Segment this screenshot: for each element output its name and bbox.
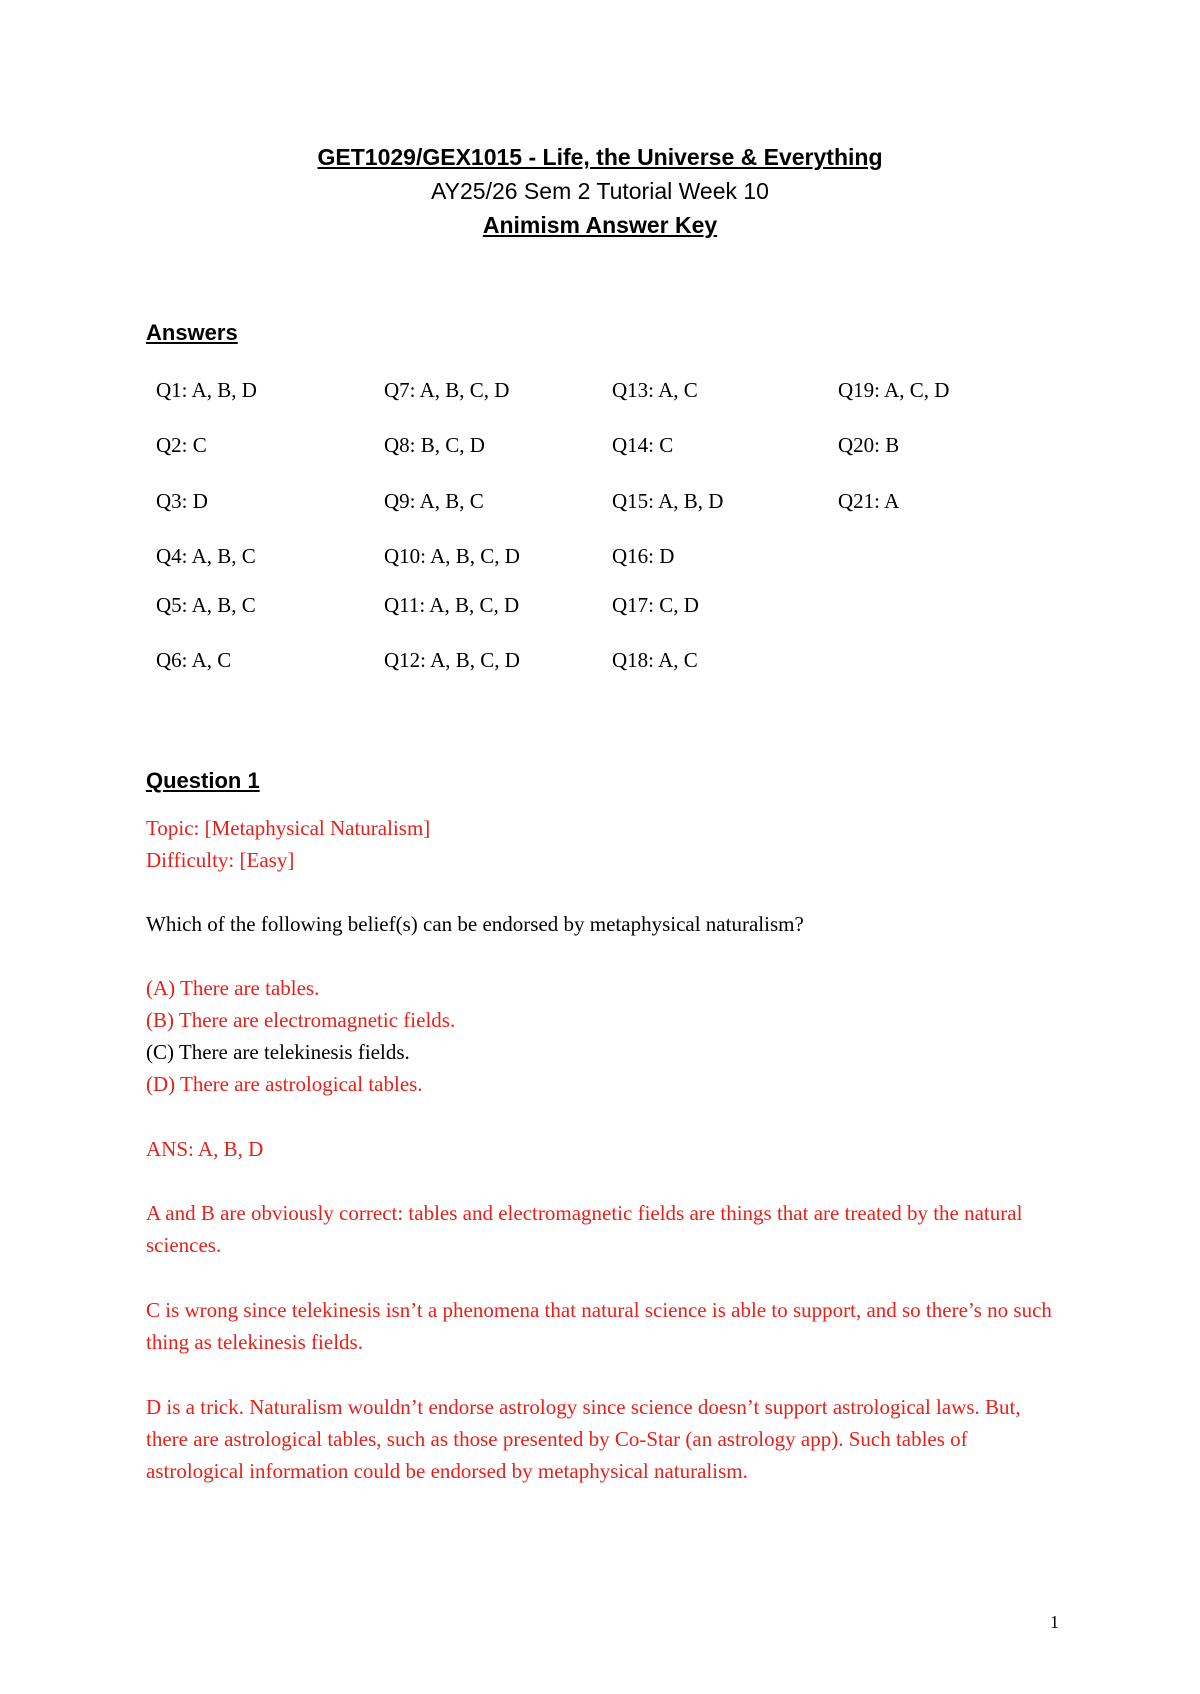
answer-item: Q20: B xyxy=(838,433,900,457)
answer-item: Q8: B, C, D xyxy=(384,433,485,457)
answer-item: Q16: D xyxy=(612,544,675,568)
answer-item: Q6: A, C xyxy=(156,648,232,672)
question-difficulty: Difficulty: [Easy] xyxy=(146,848,295,872)
answer-item: Q11: A, B, C, D xyxy=(384,593,520,617)
answer-item: Q7: A, B, C, D xyxy=(384,378,510,402)
answer-item: Q10: A, B, C, D xyxy=(384,544,520,568)
answers-heading: Answers xyxy=(146,320,238,345)
answer-item: Q13: A, C xyxy=(612,378,698,402)
question-1-heading: Question 1 xyxy=(146,768,260,793)
answer-item: Q4: A, B, C xyxy=(156,544,256,568)
answer-item: Q19: A, C, D xyxy=(838,378,950,402)
answer-item: Q2: C xyxy=(156,433,207,457)
option-a: (A) There are tables. xyxy=(146,976,320,1000)
answer-line: ANS: A, B, D xyxy=(146,1137,264,1161)
question-prompt: Which of the following belief(s) can be endorsed by metaphysical naturalism? xyxy=(146,912,804,936)
answer-item: Q21: A xyxy=(838,489,900,513)
answer-item: Q14: C xyxy=(612,433,674,457)
option-d: (D) There are astrological tables. xyxy=(146,1072,423,1096)
explanation-d: D is a trick. Naturalism wouldn’t endorse astrology since science doesn’t support astrological laws. But, there are astrological tables, such as those presented by Co-Star (an astrology app). Such tables of astrological information could be endorsed by metaphysical naturalism. xyxy=(146,1395,1021,1483)
answer-item: Q15: A, B, D xyxy=(612,489,724,513)
answer-item: Q12: A, B, C, D xyxy=(384,648,520,672)
answer-item: Q5: A, B, C xyxy=(156,593,256,617)
answer-item: Q18: A, C xyxy=(612,648,698,672)
document-title: GET1029/GEX1015 - Life, the Universe & Everything xyxy=(317,144,883,170)
question-topic: Topic: [Metaphysical Naturalism] xyxy=(146,816,431,840)
explanation-ab: A and B are obviously correct: tables and electromagnetic fields are things that are treated by the natural sciences. xyxy=(146,1201,1023,1257)
explanation-c: C is wrong since telekinesis isn’t a phenomena that natural science is able to support, and so there’s no such thing as telekinesis fields. xyxy=(146,1298,1052,1354)
answer-item: Q3: D xyxy=(156,489,208,513)
document-subtitle: AY25/26 Sem 2 Tutorial Week 10 xyxy=(431,178,769,204)
answer-item: Q9: A, B, C xyxy=(384,489,484,513)
option-b: (B) There are electromagnetic fields. xyxy=(146,1008,456,1032)
page-number: 1 xyxy=(1050,1612,1059,1632)
answer-item: Q17: C, D xyxy=(612,593,699,617)
answer-key-title: Animism Answer Key xyxy=(482,212,718,238)
option-c: (C) There are telekinesis fields. xyxy=(146,1040,410,1064)
answer-item: Q1: A, B, D xyxy=(156,378,257,402)
